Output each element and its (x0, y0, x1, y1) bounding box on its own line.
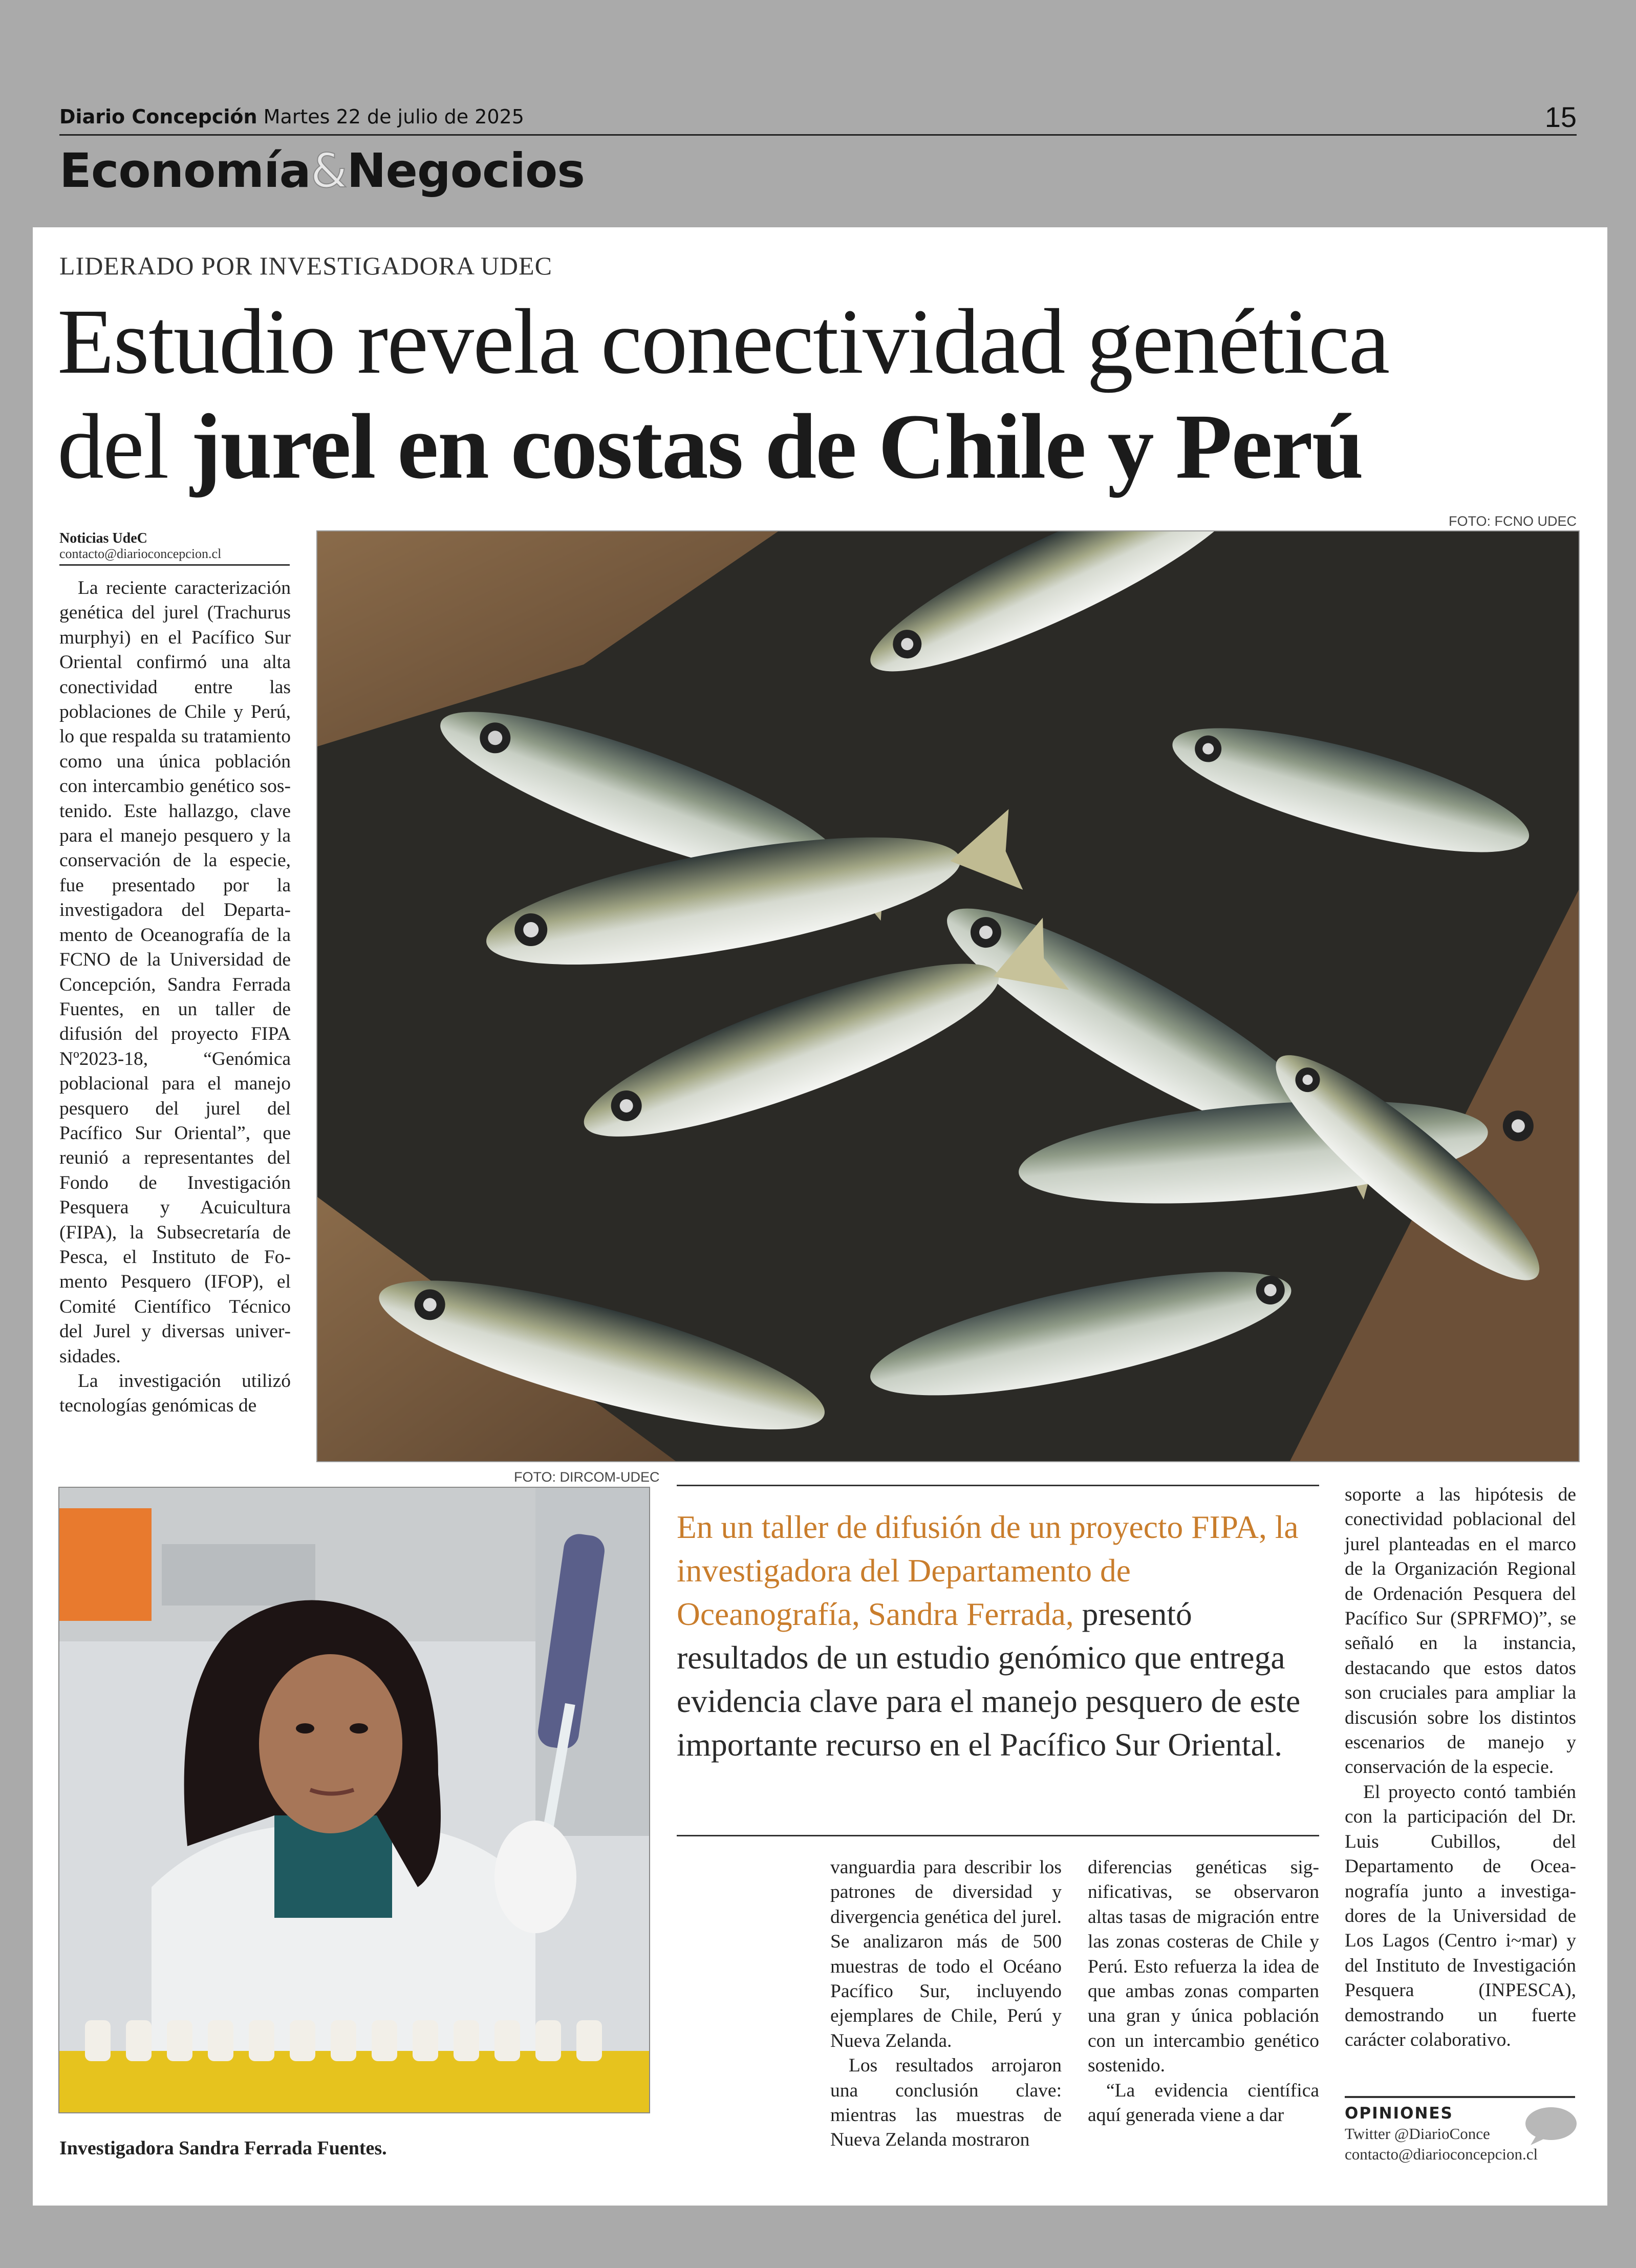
article-kicker: LIDERADO POR INVESTIGADORA UDEC (59, 251, 552, 280)
portrait-caption: Investigadora Sandra Ferrada Fuentes. (59, 2137, 387, 2159)
pullquote-top-rule (677, 1485, 1319, 1486)
fish-photo (316, 530, 1580, 1462)
article-headline (57, 289, 1567, 499)
opiniones-rule (1345, 2096, 1575, 2098)
column-3-paragraph-1: diferencias genéticas significativas, se observaron altas tasas de migración entre las zonas costeras de Chile y Perú. Esto refuerza la idea de que ambas zonas comparten una gran y única población con un intercambio genético sostenido. (1088, 1857, 1319, 2077)
pullquote-bottom-rule (677, 1835, 1319, 1836)
headline-line-2-light: del (57, 395, 190, 498)
publication-name: Diario Concepción (59, 105, 257, 128)
pullquote (677, 1505, 1319, 1766)
column-4-paragraph-2: El proyecto contó también con la participación del Dr. Luis Cubillos, del Departamento de Oceanografía junto a investigadores de la Universidad de Los Lagos (Centro i~mar) y del Instituto de Investigación Pesquera (INPESCA), demostrando un fuerte carácter colaborativo. (1345, 1781, 1576, 2050)
publication-header (59, 105, 524, 128)
researcher-photo (58, 1487, 650, 2113)
article-column-4 (1345, 1483, 1576, 2052)
headline-line-2-bold: jurel en costas de Chile y Perú (190, 395, 1363, 498)
header-divider (59, 134, 1577, 136)
page-number: 15 (1544, 101, 1577, 133)
column-2-paragraph-1: vanguardia para describir los patrones de diversidad y divergencia genética del jurel. Se analizaron más de 500 muestras de todo el Océano Pacífico Sur, incluyendo ejemplares de Chile, Perú y Nueva Zelanda. (830, 1857, 1062, 2051)
column-3-paragraph-2: “La evidencia científica aquí generada viene a dar (1088, 2080, 1319, 2126)
headline-line-1: Estudio revela conectividad genética (57, 290, 1389, 393)
section-title-part2: Negocios (347, 143, 585, 198)
headline-line-2 (57, 394, 1567, 499)
main-photo-credit: FOTO: FCNO UDEC (1448, 513, 1577, 529)
article-column-1 (59, 576, 291, 1419)
opiniones-title: OPINIONES (1345, 2104, 1453, 2123)
publication-date: Martes 22 de julio de 2025 (263, 105, 524, 128)
column-4-paragraph-1: soporte a las hipótesis de conectividad poblacional del jurel planteadas en el marco de la Organización Regional de Ordenación Pesquera del Pacífico Sur (SPRFMO)”, se señaló en la instancia, destacando que estos datos son cruciales para ampliar la discusión sobre los distintos escenarios de manejo y conservación de la especie. (1345, 1484, 1576, 1778)
pullquote-rest: presentó resultados de un estudio genómico que entrega evidencia clave para el manejo pesquero de este importante recurso en el Pacífico Sur Oriental. (677, 1596, 1301, 1763)
pullquote-accent: En un taller de difusión de un proyecto FIPA, la investigadora del Departamento de Oceanografía, Sandra Ferrada, (677, 1509, 1299, 1632)
byline-author: Noticias UdeC (59, 530, 147, 546)
speech-bubble-icon (1521, 2105, 1578, 2146)
byline-email[interactable]: contacto@diarioconcepcion.cl (59, 546, 222, 561)
article-column-3 (1088, 1855, 1319, 2128)
column-1-paragraph-1: La reciente caracterización genética del jurel (Trachurus murphyi) en el Pacífico Sur Oriental confirmó una alta conectividad entre las poblaciones de Chile y Perú, lo que respalda su tratamiento como una única población con intercambio genético sostenido. Este hallazgo, clave para el manejo pesquero y la conservación de la especie, fue presentado por la investigadora del Departamento de Oceanografía de la FCNO de la Universidad de Concepción, Sandra Ferrada Fuentes, en un taller de difusión del proyecto FIPA Nº2023-18, “Genómica poblacional para el manejo pesquero del jurel del Pacífico Sur Oriental”, que reunió a representantes del Fondo de Investigación Pesquera y Acuicultura (FIPA), la Subsecretaría de Pesca, el Instituto de Fomento Pesquero (IFOP), el Comité Científico Técnico del Jurel y diversas universidades. (59, 577, 291, 1367)
byline-divider (59, 564, 290, 566)
section-title (59, 143, 585, 198)
article-column-2 (830, 1855, 1062, 2153)
column-1-paragraph-2: La investigación utilizó tecnologías genómicas de (59, 1371, 291, 1417)
section-title-part1: Economía (59, 143, 311, 198)
opiniones-twitter[interactable]: Twitter @DiarioConce (1345, 2125, 1490, 2143)
portrait-photo-credit: FOTO: DIRCOM-UDEC (514, 1469, 660, 1485)
jurel-fish-illustration (317, 531, 1579, 1461)
column-2-paragraph-2: Los resultados arrojaron una conclusión clave: mientras las muestras de Nueva Zelanda mostraron (830, 2055, 1062, 2151)
section-ampersand: & (310, 143, 347, 198)
opiniones-email[interactable]: contacto@diarioconcepcion.cl (1345, 2145, 1538, 2163)
researcher-illustration (59, 1488, 649, 2112)
